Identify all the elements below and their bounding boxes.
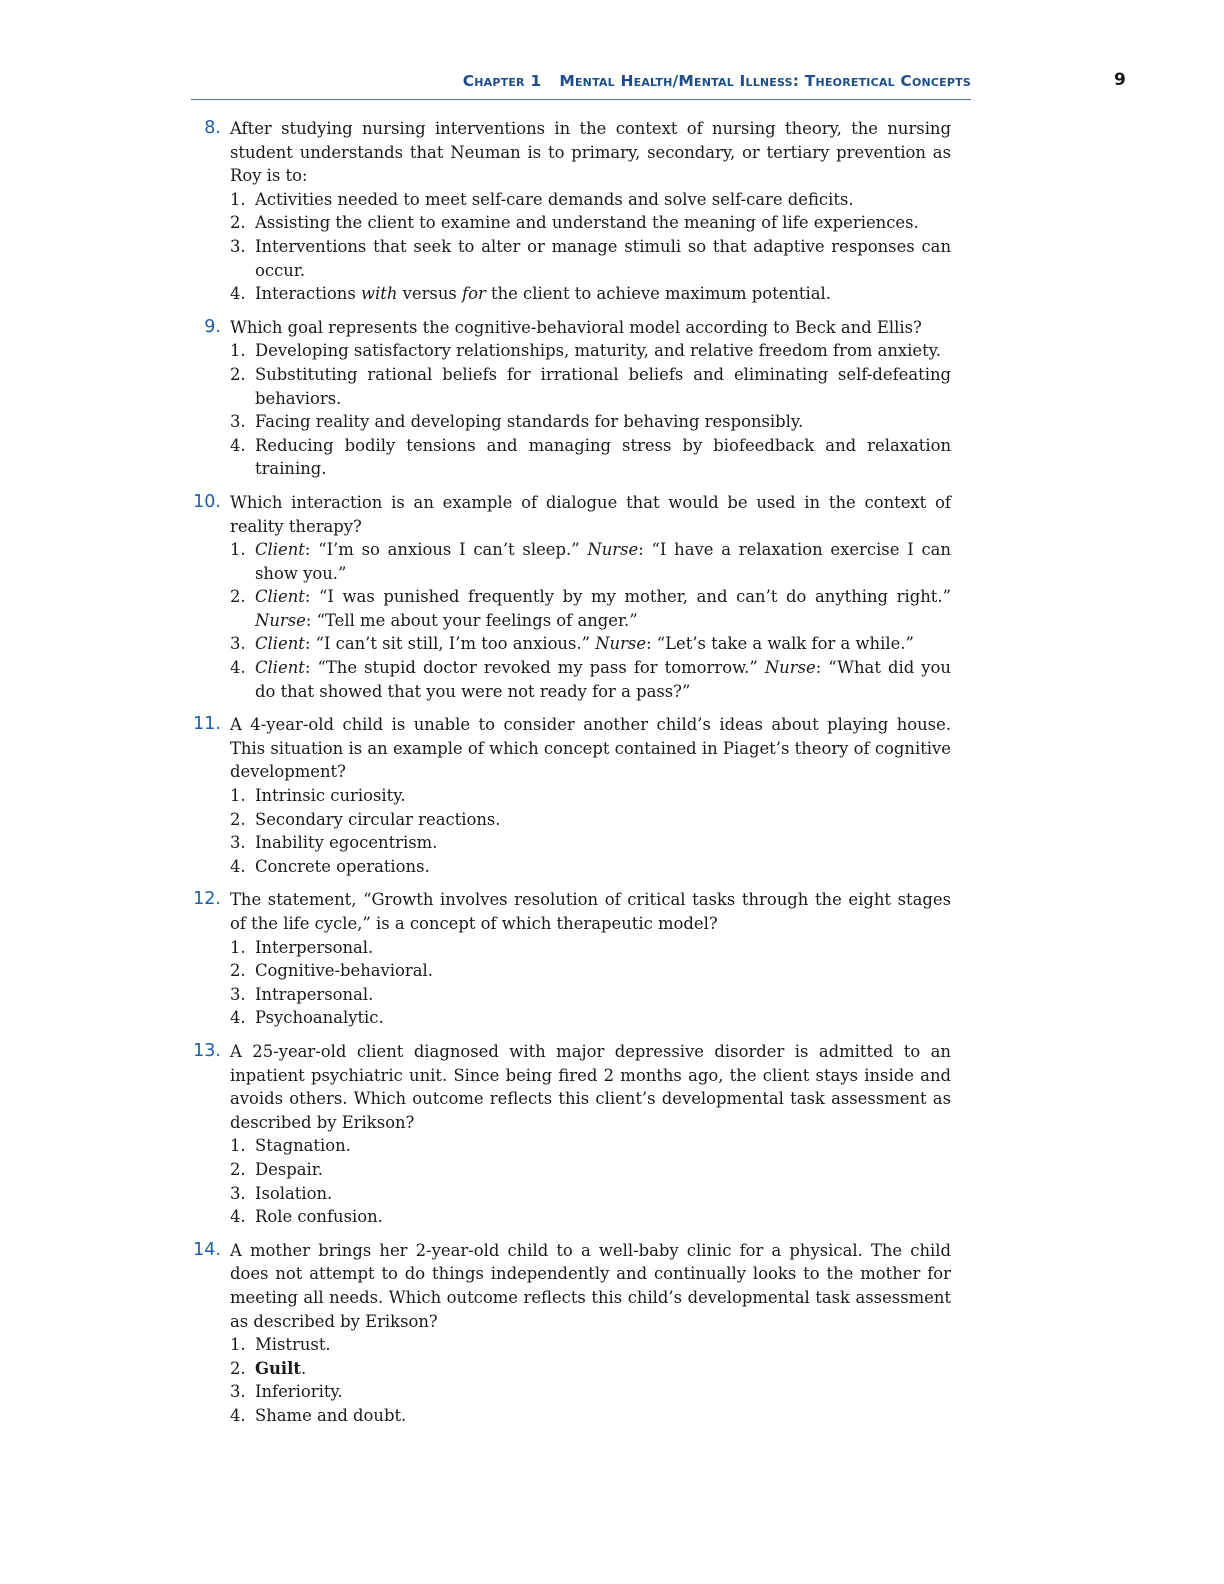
question-stem: After studying nursing interventions in the context of nursing theory, the nursing student understands that Neuman is to primary, secondary, or tertiary prevention as Roy is to:: [230, 119, 951, 186]
option-text: Despair.: [255, 1159, 324, 1179]
answer-option: [230, 808, 951, 832]
answer-option: [230, 1134, 951, 1158]
answer-options: [230, 538, 951, 703]
option-text: Stagnation.: [255, 1136, 351, 1156]
question-stem: A mother brings her 2-year-old child to a well-baby clinic for a physical. The child does not attempt to do things independently and continually looks to the mother for meeting all needs. Which outcome reflects this child’s developmental task assessment as described by Erikson?: [230, 1240, 951, 1331]
option-number: 1.: [230, 1136, 246, 1156]
running-header-text: [463, 72, 971, 90]
emphasis-text: with: [360, 284, 398, 304]
question-number: 14.: [193, 1239, 221, 1260]
question-stem: The statement, “Growth involves resolution of critical tasks through the eight stages of the life cycle,” is a concept of which therapeutic model?: [230, 890, 951, 933]
speaker-client: Client: [255, 540, 305, 560]
option-text: Concrete operations.: [255, 856, 430, 876]
answer-option: [230, 959, 951, 983]
question-stem: Which goal represents the cognitive-behavioral model according to Beck and Ellis?: [230, 317, 922, 337]
question-stem: A 4-year-old child is unable to consider another child’s ideas about playing house. This situation is an example of which concept contained in Piaget’s theory of cognitive development?: [230, 715, 951, 782]
question-10: [191, 491, 951, 703]
option-text: Activities needed to meet self-care demands and solve self-care deficits.: [255, 189, 854, 209]
option-number: 4.: [230, 1008, 246, 1028]
answer-options: [230, 188, 951, 306]
answer-option: [230, 211, 951, 235]
option-number: 2.: [230, 809, 246, 829]
option-number: 1.: [230, 189, 246, 209]
answer-option: [230, 1357, 951, 1381]
speaker-nurse: Nurse: [764, 658, 816, 678]
option-number: 2.: [230, 587, 246, 607]
answer-option: [230, 1205, 951, 1229]
option-text: Substituting rational beliefs for irrational beliefs and eliminating self-defeating behaviors.: [255, 364, 951, 408]
question-11: [191, 713, 951, 878]
question-9: [191, 316, 951, 481]
answer-option: [230, 632, 951, 656]
speaker-client: Client: [255, 587, 305, 607]
answer-option: [230, 1006, 951, 1030]
answer-option: [230, 1182, 951, 1206]
option-number: 2.: [230, 364, 246, 384]
answer-options: [230, 936, 951, 1030]
question-8: [191, 117, 951, 306]
option-number: 4.: [230, 284, 246, 304]
emphasis-text: for: [462, 284, 486, 304]
option-text: Inferiority.: [255, 1382, 343, 1402]
answer-option: [230, 1333, 951, 1357]
option-text: Isolation.: [255, 1183, 333, 1203]
client-line: : “I can’t sit still, I’m too anxious.”: [304, 634, 596, 654]
nurse-line: : “What did you do that showed that you were not ready for a pass?”: [255, 658, 951, 701]
option-text: Cognitive-behavioral.: [255, 961, 433, 981]
answer-option: [230, 656, 951, 703]
question-number: 12.: [193, 889, 221, 910]
option-text: Developing satisfactory relationships, maturity, and relative freedom from anxiety.: [255, 341, 941, 361]
speaker-nurse: Nurse: [255, 610, 306, 630]
option-text: the client to achieve maximum potential.: [485, 284, 831, 304]
question-number: 9.: [204, 316, 221, 337]
option-number: 2.: [230, 961, 246, 981]
question-stem: Which interaction is an example of dialogue that would be used in the context of reality therapy?: [230, 492, 951, 536]
option-number: 1.: [230, 341, 246, 361]
question-list: [191, 117, 951, 1437]
option-text: Shame and doubt.: [255, 1405, 407, 1425]
option-text: Inability egocentrism.: [255, 833, 438, 853]
option-text: Secondary circular reactions.: [255, 809, 501, 829]
running-header: [191, 70, 971, 100]
option-text: versus: [397, 284, 463, 304]
answer-option: [230, 339, 951, 363]
option-number: 3.: [230, 412, 246, 432]
option-text: .: [300, 1358, 307, 1378]
answer-option: [230, 784, 951, 808]
question-number: 13.: [193, 1040, 221, 1061]
answer-option: [230, 1158, 951, 1182]
option-text: Intrinsic curiosity.: [255, 786, 406, 806]
page-number: 9: [1114, 70, 1126, 90]
answer-option: [230, 936, 951, 960]
answer-option: [230, 983, 951, 1007]
speaker-client: Client: [255, 634, 305, 654]
option-text: Interactions: [255, 284, 361, 304]
answer-option: [230, 410, 951, 434]
nurse-line: : “Tell me about your feelings of anger.”: [305, 610, 638, 630]
option-number: 2.: [230, 213, 246, 233]
option-text: Interventions that seek to alter or manage stimuli so that adaptive responses can occur.: [255, 236, 951, 280]
answer-option: [230, 282, 951, 306]
answer-option: [230, 235, 951, 282]
answer-options: [230, 1333, 951, 1427]
question-stem: A 25-year-old client diagnosed with major depressive disorder is admitted to an inpatient psychiatric unit. Since being fired 2 months ago, the client stays inside and avoids others. Which outcome reflects this client’s developmental task assessment as described by Erikson?: [230, 1041, 951, 1132]
option-text: Mistrust.: [255, 1335, 331, 1355]
chapter-label: Chapter 1: [462, 72, 542, 90]
answer-option: [230, 188, 951, 212]
answer-option: [230, 363, 951, 410]
option-text: Assisting the client to examine and understand the meaning of life experiences.: [255, 213, 919, 233]
client-line: : “I’m so anxious I can’t sleep.”: [304, 540, 588, 560]
option-text: Psychoanalytic.: [255, 1008, 384, 1028]
option-number: 1.: [230, 786, 246, 806]
question-number: 10.: [193, 491, 221, 512]
question-14: [191, 1239, 951, 1428]
question-number: 11.: [193, 714, 221, 735]
option-number: 3.: [230, 634, 246, 654]
speaker-client: Client: [255, 658, 305, 678]
option-number: 4.: [230, 435, 246, 455]
option-text: Intrapersonal.: [255, 984, 374, 1004]
answer-option: [230, 585, 951, 632]
option-number: 3.: [230, 833, 246, 853]
answer-option: [230, 1404, 951, 1428]
client-line: : “I was punished frequently by my mother, and can’t do anything right.”: [304, 587, 951, 607]
option-text: Reducing bodily tensions and managing stress by biofeedback and relaxation training.: [255, 435, 951, 479]
speaker-nurse: Nurse: [595, 634, 647, 654]
nurse-line: : “I have a relaxation exercise I can show you.”: [255, 540, 951, 583]
option-number: 1.: [230, 540, 246, 560]
client-line: : “The stupid doctor revoked my pass for tomorrow.”: [304, 658, 765, 678]
option-text: Role confusion.: [255, 1207, 383, 1227]
option-number: 3.: [230, 1183, 246, 1203]
option-number: 4.: [230, 1405, 246, 1425]
chapter-title: Mental Health/Mental Illness: Theoretical Concepts: [559, 72, 971, 90]
answer-option: [230, 434, 951, 481]
speaker-nurse: Nurse: [587, 540, 639, 560]
option-text-bold: Guilt: [255, 1358, 301, 1378]
answer-option: [230, 831, 951, 855]
option-number: 1.: [230, 937, 246, 957]
question-12: [191, 888, 951, 1030]
option-number: 1.: [230, 1335, 246, 1355]
option-text: Facing reality and developing standards for behaving responsibly.: [255, 412, 804, 432]
question-13: [191, 1040, 951, 1229]
question-number: 8.: [204, 118, 221, 138]
nurse-line: : “Let’s take a walk for a while.”: [646, 634, 914, 654]
option-number: 4.: [230, 658, 246, 678]
option-number: 2.: [230, 1358, 246, 1378]
option-number: 4.: [230, 856, 246, 876]
option-number: 4.: [230, 1207, 246, 1227]
answer-options: [230, 1134, 951, 1228]
answer-option: [230, 855, 951, 879]
option-number: 3.: [230, 1382, 246, 1402]
option-number: 3.: [230, 236, 246, 256]
answer-options: [230, 784, 951, 878]
answer-option: [230, 538, 951, 585]
option-number: 2.: [230, 1159, 246, 1179]
option-text: Interpersonal.: [255, 937, 374, 957]
option-number: 3.: [230, 984, 246, 1004]
answer-option: [230, 1380, 951, 1404]
answer-options: [230, 339, 951, 481]
